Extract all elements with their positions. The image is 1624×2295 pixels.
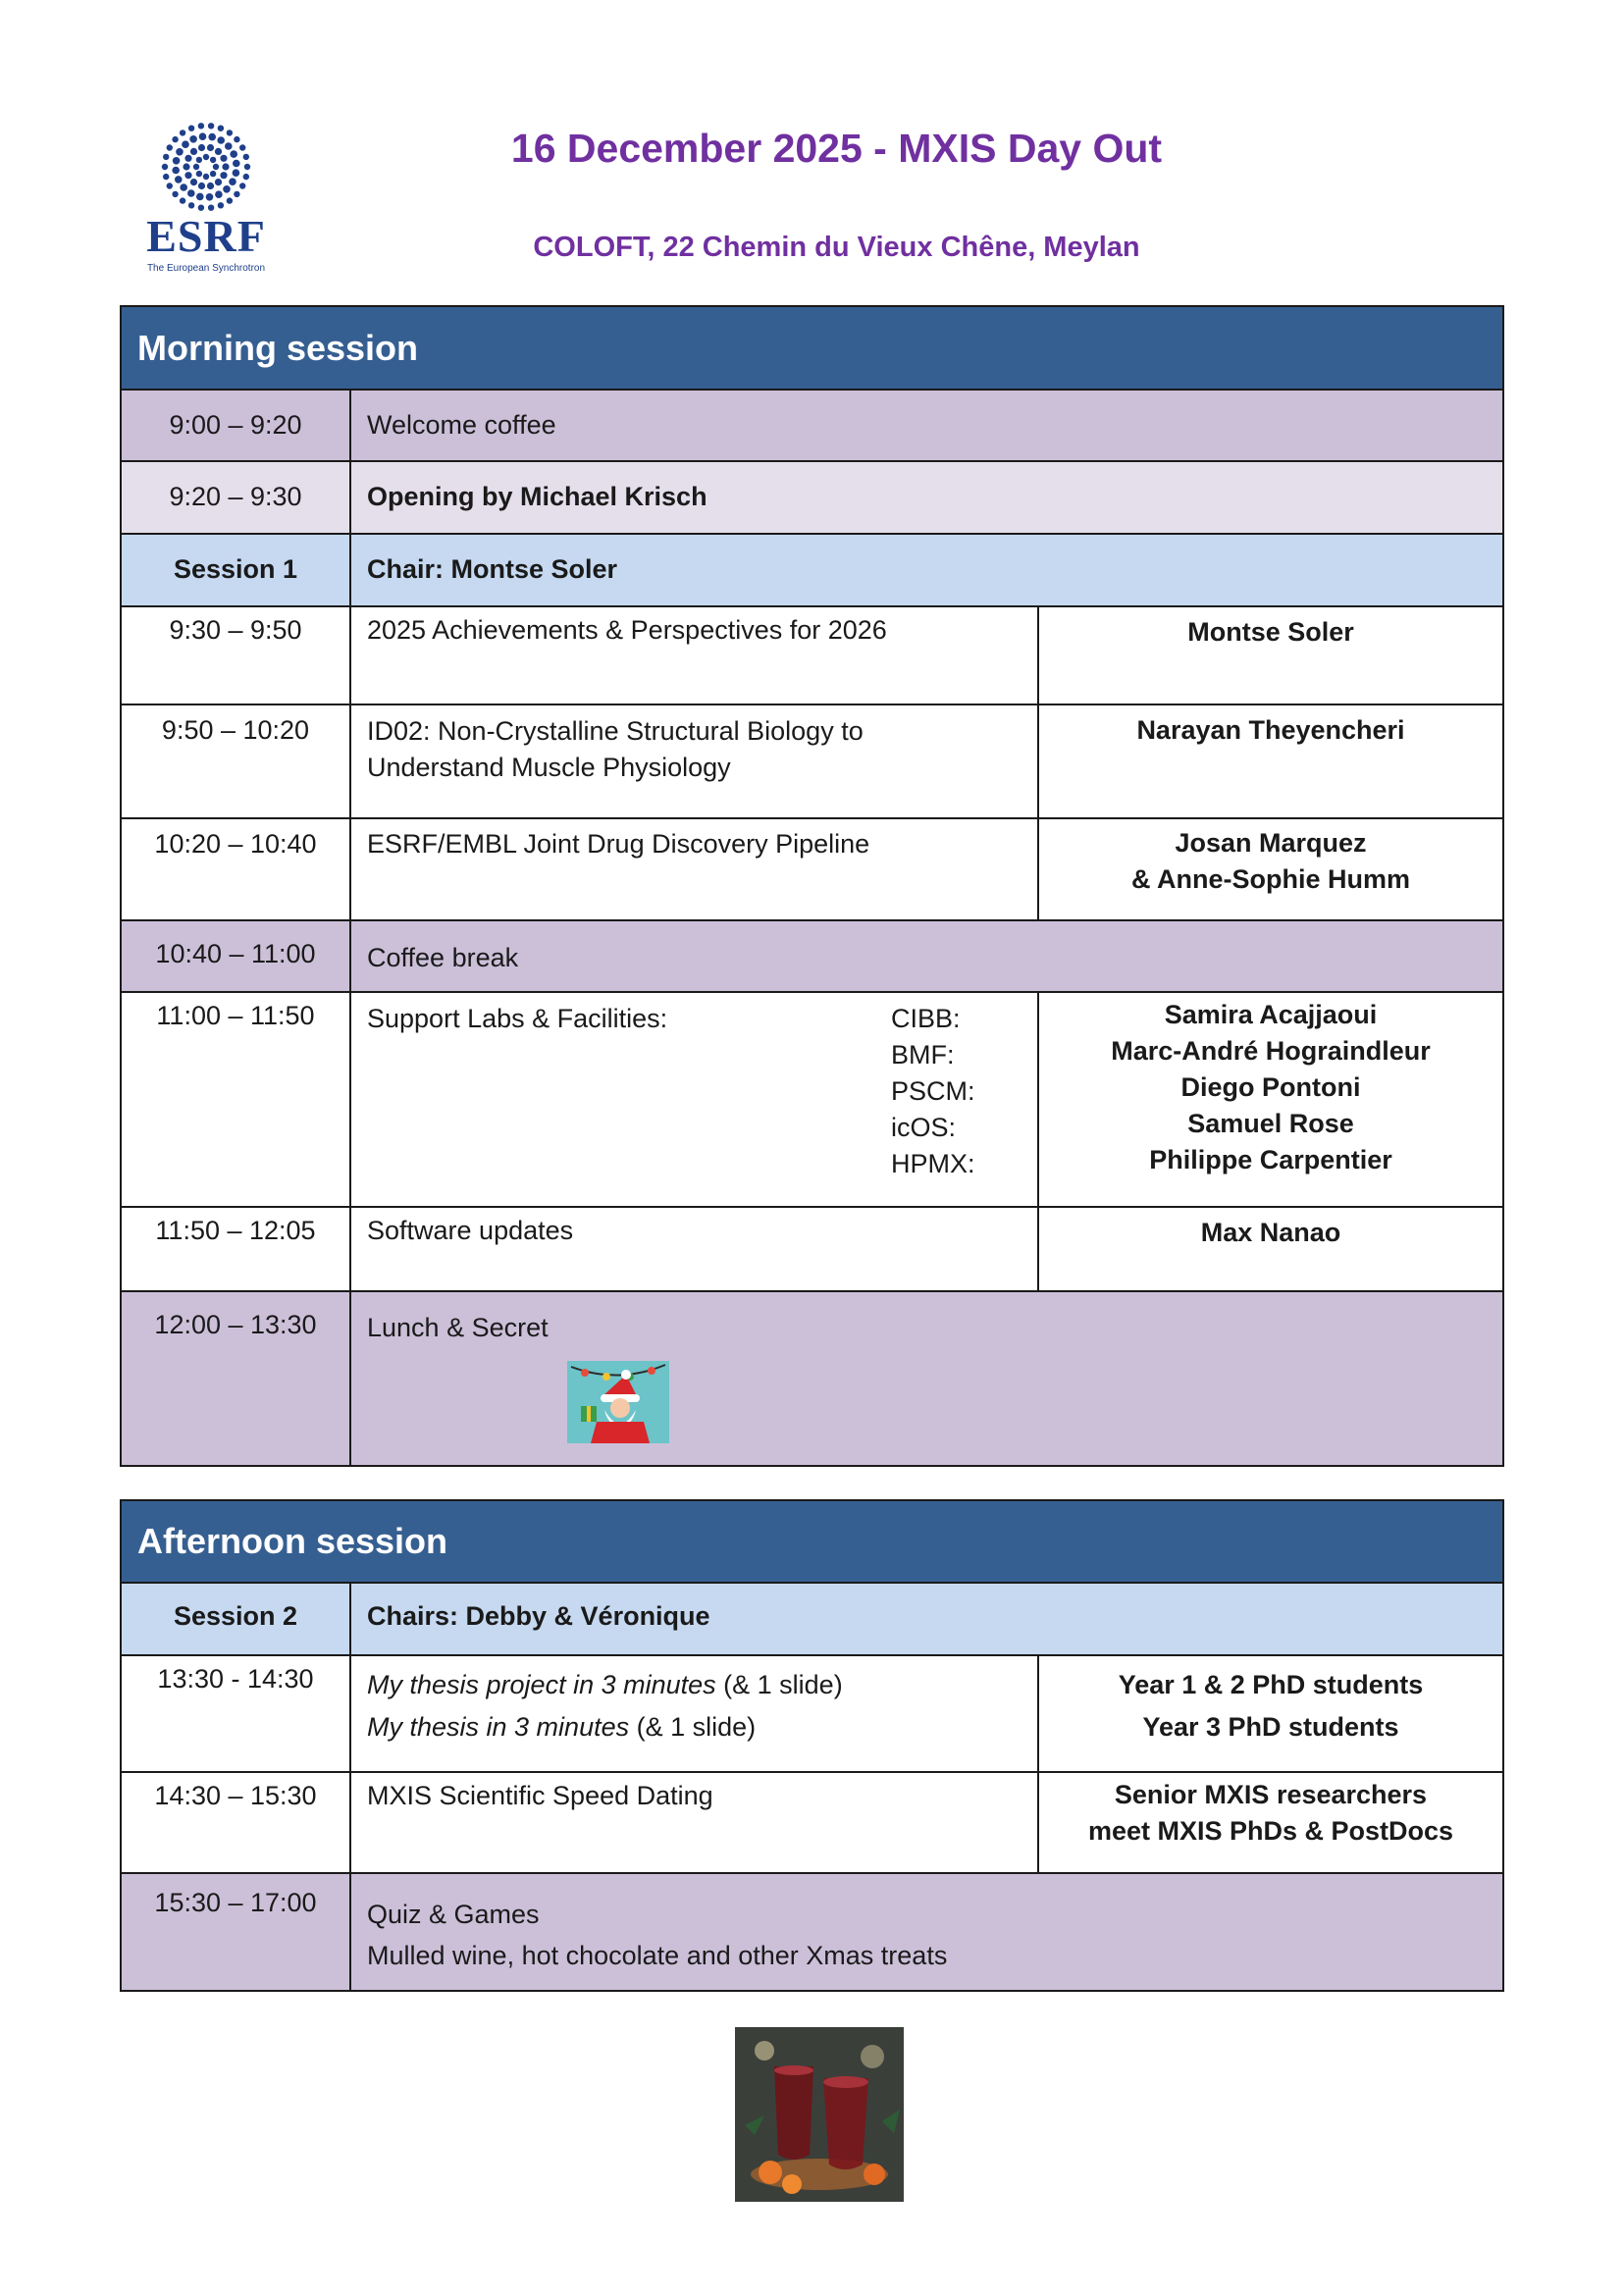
- logo-dot: [196, 193, 204, 201]
- lab-list: [891, 1001, 975, 1182]
- logo-text: ESRF: [146, 211, 266, 261]
- row-software: [122, 1208, 1502, 1292]
- speaker-name: Senior MXIS researchers: [1114, 1780, 1428, 1809]
- logo-dot: [229, 178, 236, 185]
- morning-session-header: Morning session: [122, 307, 1502, 391]
- activity-line: Mulled wine, hot chocolate and other Xmas treats: [367, 1941, 948, 1970]
- activity-text: (& 1 slide): [629, 1712, 757, 1742]
- logo-dot: [190, 179, 197, 185]
- lab-label: icOS:: [891, 1113, 957, 1142]
- activity-cell: [351, 1874, 1502, 1990]
- activity-cell: Welcome coffee: [367, 410, 556, 440]
- session-label: Session 2: [122, 1584, 351, 1654]
- santa-icon: [567, 1361, 669, 1443]
- activity-line: Quiz & Games: [367, 1900, 540, 1929]
- row-achievements: [122, 607, 1502, 705]
- row-welcome: [122, 391, 1502, 462]
- speaker-cell: Narayan Theyencheri: [1037, 705, 1502, 817]
- speaker-name: Samira Acajjaoui: [1164, 1000, 1378, 1029]
- logo-dot: [180, 197, 185, 203]
- logo-dot: [215, 179, 222, 185]
- speaker-cell: [1037, 1656, 1502, 1771]
- time-cell: 15:30 – 17:00: [122, 1874, 351, 1990]
- row-opening: [122, 462, 1502, 535]
- time-cell: 13:30 - 14:30: [122, 1656, 351, 1771]
- activity-italic: My thesis in 3 minutes: [367, 1712, 630, 1742]
- activity-line: ID02: Non-Crystalline Structural Biology to: [367, 716, 864, 746]
- logo-dot: [207, 183, 214, 189]
- time-cell: 9:30 – 9:50: [122, 607, 351, 704]
- speaker-cell: Montse Soler: [1037, 607, 1502, 704]
- activity-line: [367, 1664, 1022, 1706]
- speaker-cell: [1037, 1773, 1502, 1872]
- logo-dot: [227, 197, 233, 203]
- row-quiz: [122, 1874, 1502, 1990]
- afternoon-session-header: Afternoon session: [122, 1501, 1502, 1584]
- logo-dot: [187, 189, 195, 197]
- row-lunch: [122, 1292, 1502, 1465]
- activity-cell: MXIS Scientific Speed Dating: [367, 1781, 713, 1810]
- row-dating: [122, 1773, 1502, 1874]
- speaker-name: Diego Pontoni: [1180, 1072, 1361, 1102]
- logo-dot: [184, 172, 191, 179]
- time-cell: 12:00 – 13:30: [122, 1292, 351, 1465]
- logo-dot: [163, 174, 169, 180]
- speaker-name: meet MXIS PhDs & PostDocs: [1087, 1816, 1454, 1846]
- page-title: 16 December 2025 - MXIS Day Out: [510, 126, 1163, 171]
- lab-label: PSCM:: [891, 1076, 975, 1106]
- logo-dot: [234, 191, 239, 197]
- activity-cell: Coffee break: [367, 943, 519, 972]
- activity-cell: [351, 705, 1037, 817]
- row-pipeline: [122, 819, 1502, 921]
- row-session2: [122, 1584, 1502, 1656]
- speaker-name: Josan Marquez: [1175, 828, 1367, 858]
- logo-dot: [180, 183, 187, 191]
- row-thesis: [122, 1656, 1502, 1773]
- logo-dot: [167, 183, 173, 188]
- time-cell: 9:20 – 9:30: [122, 462, 351, 533]
- activity-text: (& 1 slide): [715, 1670, 843, 1699]
- logo-dot: [215, 190, 223, 198]
- time-cell: 11:00 – 11:50: [122, 993, 351, 1206]
- speaker-cell: [1037, 819, 1502, 919]
- speaker-name: Samuel Rose: [1187, 1109, 1354, 1138]
- row-session1: [122, 535, 1502, 607]
- logo-dot: [243, 174, 249, 180]
- speaker-cell: Max Nanao: [1037, 1208, 1502, 1290]
- speaker-name: Year 1 & 2 PhD students: [1118, 1670, 1424, 1699]
- lab-label: HPMX:: [891, 1149, 975, 1178]
- logo-dot: [208, 205, 214, 211]
- logo-dot: [203, 174, 209, 180]
- logo-dot: [206, 193, 214, 201]
- speaker-name: Philippe Carpentier: [1149, 1145, 1392, 1174]
- time-cell: 9:00 – 9:20: [122, 391, 351, 460]
- row-support: [122, 993, 1502, 1208]
- speaker-name: & Anne-Sophie Humm: [1130, 864, 1410, 894]
- logo-dot: [198, 183, 205, 189]
- page-subtitle: COLOFT, 22 Chemin du Vieux Chêne, Meylan: [533, 232, 1140, 263]
- logo-dot: [175, 176, 183, 183]
- logo-dot: [198, 205, 204, 211]
- logo-dot: [188, 202, 194, 208]
- time-cell: 9:50 – 10:20: [122, 705, 351, 817]
- activity-line: Support Labs & Facilities:: [367, 1004, 668, 1033]
- row-coffee: [122, 921, 1502, 993]
- activity-cell: Opening by Michael Krisch: [367, 482, 707, 511]
- logo-dot: [239, 183, 245, 188]
- session-label: Session 1: [122, 535, 351, 605]
- mulled-wine-icon: [735, 2027, 904, 2202]
- logo-dot: [220, 172, 227, 179]
- row-id02: [122, 705, 1502, 819]
- afternoon-schedule: [120, 1499, 1504, 1992]
- time-cell: 10:20 – 10:40: [122, 819, 351, 919]
- lab-label: BMF:: [891, 1040, 955, 1069]
- lab-label: CIBB:: [891, 1004, 961, 1033]
- activity-line: Lunch & Secret: [367, 1313, 549, 1342]
- activity-line: [367, 1706, 1022, 1748]
- speaker-cell: [1037, 993, 1502, 1206]
- time-cell: 10:40 – 11:00: [122, 921, 351, 991]
- logo-tagline: The European Synchrotron: [146, 263, 266, 274]
- time-cell: 14:30 – 15:30: [122, 1773, 351, 1872]
- logo-dot: [218, 202, 224, 208]
- time-cell: 11:50 – 12:05: [122, 1208, 351, 1290]
- activity-cell: [351, 1656, 1037, 1771]
- activity-cell: [351, 1292, 1502, 1465]
- activity-line: Understand Muscle Physiology: [367, 753, 731, 782]
- activity-italic: My thesis project in 3 minutes: [367, 1670, 716, 1699]
- activity-cell: ESRF/EMBL Joint Drug Discovery Pipeline: [367, 829, 870, 859]
- logo-dot: [172, 191, 178, 197]
- speaker-name: Year 3 PhD students: [1142, 1712, 1399, 1742]
- logo-dot: [223, 185, 231, 193]
- speaker-name: Marc-André Hograindleur: [1111, 1036, 1431, 1066]
- morning-schedule: [120, 305, 1504, 1467]
- activity-cell: 2025 Achievements & Perspectives for 2026: [367, 615, 887, 645]
- chair-cell: Chairs: Debby & Véronique: [367, 1601, 710, 1631]
- activity-cell: Software updates: [367, 1216, 574, 1245]
- activity-cell: [351, 993, 1037, 1206]
- chair-cell: Chair: Montse Soler: [367, 554, 618, 584]
